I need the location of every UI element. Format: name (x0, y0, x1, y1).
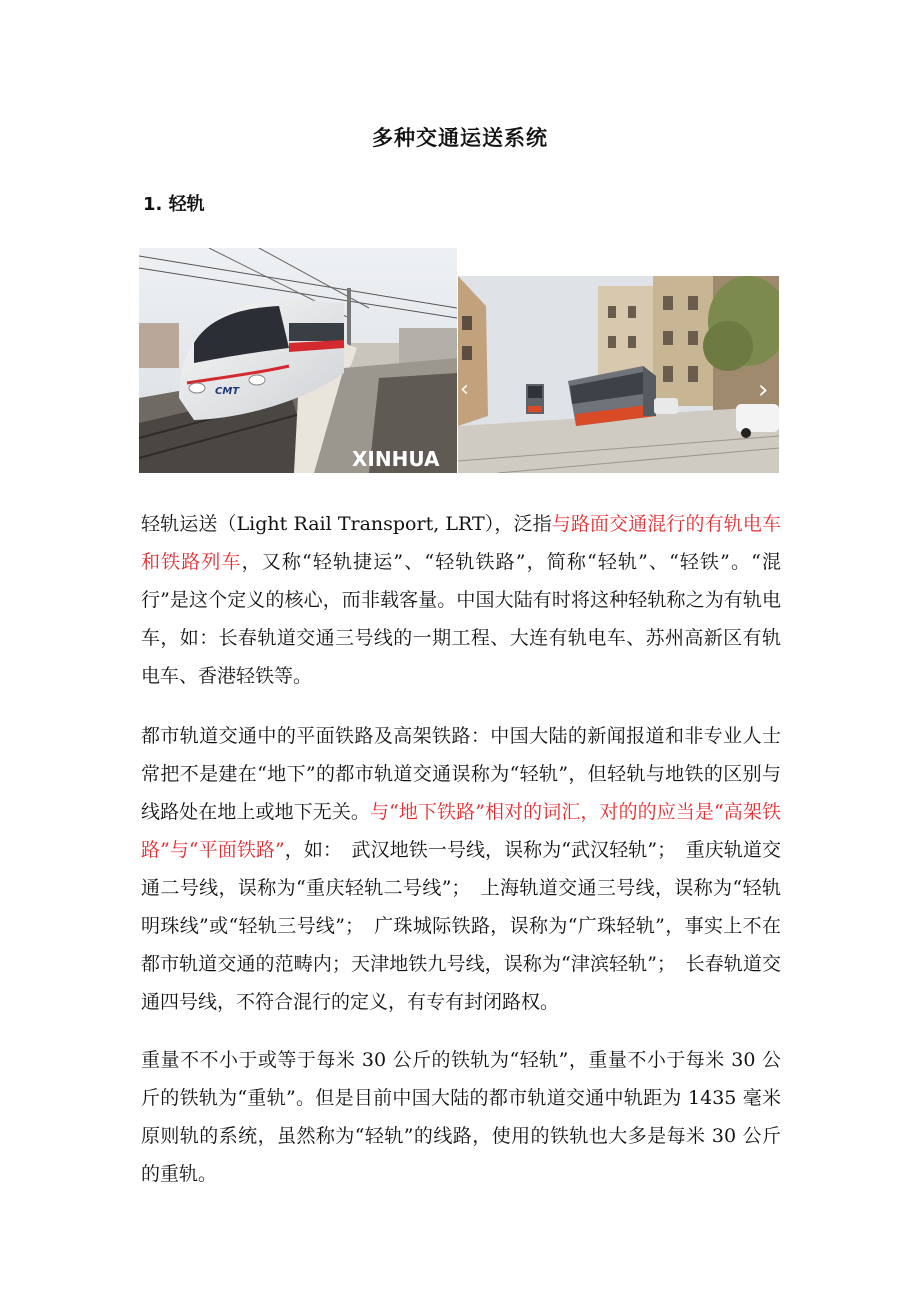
paragraph1-text-end: ，又称“轻轨捷运”、“轻轨铁路”，简称“轻轨”、“轻铁”。“混行”是这个定义的核心，而非载客量。中国大陆有时将这种轻轨称之为有轨电车，如：长春轨道交通三号线的一期工程、大连有轨电车、苏州高新区有轨电车、香港轻铁等。 (141, 551, 781, 687)
paragraph-urban-rail-misnomer (141, 717, 781, 1021)
xinhua-watermark: XINHUA (352, 447, 440, 471)
paragraph-rail-weight: 重量不不小于或等于每米 30 公斤的铁轨为“轻轨”，重量不小于每米 30 公斤的铁轨为“重轨”。但是目前中国大陆的都市轨道交通中轨距为 1435 毫米原则轨的系统，虽然称为“轻轨”的线路，使用的铁轨也大多是每米 30 公斤的重轨。 (141, 1049, 781, 1185)
page-title: 多种交通运送系统 (372, 126, 548, 150)
paragraph2-text-end: ，如： 武汉地铁一号线，误称为“武汉轻轨”； 重庆轨道交通二号线，误称为“重庆轻轨二号线”； 上海轨道交通三号线，误称为“轻轨明珠线”或“轻轨三号线”； 广珠城际铁路，误称为“广珠轻轨”，事实上不在都市轨道交通的范畴内；天津地铁九号线，误称为“津滨轻轨”； 长春轨道交通四号线，不符合混行的定义，有专有封闭路权。 (141, 839, 781, 1013)
paragraph1-highlight: 与路面交通混行的有轨电车和铁路列车 (141, 513, 781, 573)
paragraph-light-rail-definition (141, 505, 781, 695)
carousel-prev-icon[interactable]: ‹ (460, 377, 469, 402)
carousel-next-icon[interactable]: › (758, 375, 769, 405)
train-logo-text: CMT (215, 386, 240, 397)
paragraph2-highlight: 与“地下铁路”相对的词汇，对的的应当是“高架铁路”与“平面铁路” (141, 801, 781, 861)
section-heading-light-rail: 1. 轻轨 (143, 194, 205, 215)
street-tram-photo (458, 276, 779, 473)
paragraph1-text-start: 轻轨运送（Light Rail Transport, LRT），泛指 (141, 513, 552, 535)
paragraph2-text-start: 都市轨道交通中的平面铁路及高架铁路：中国大陆的新闻报道和非专业人士常把不是建在“地下”的都市轨道交通误称为“轻轨”，但轻轨与地铁的区别与线路处在地上或地下无关。 (141, 725, 781, 823)
light-rail-train-photo (139, 248, 457, 473)
